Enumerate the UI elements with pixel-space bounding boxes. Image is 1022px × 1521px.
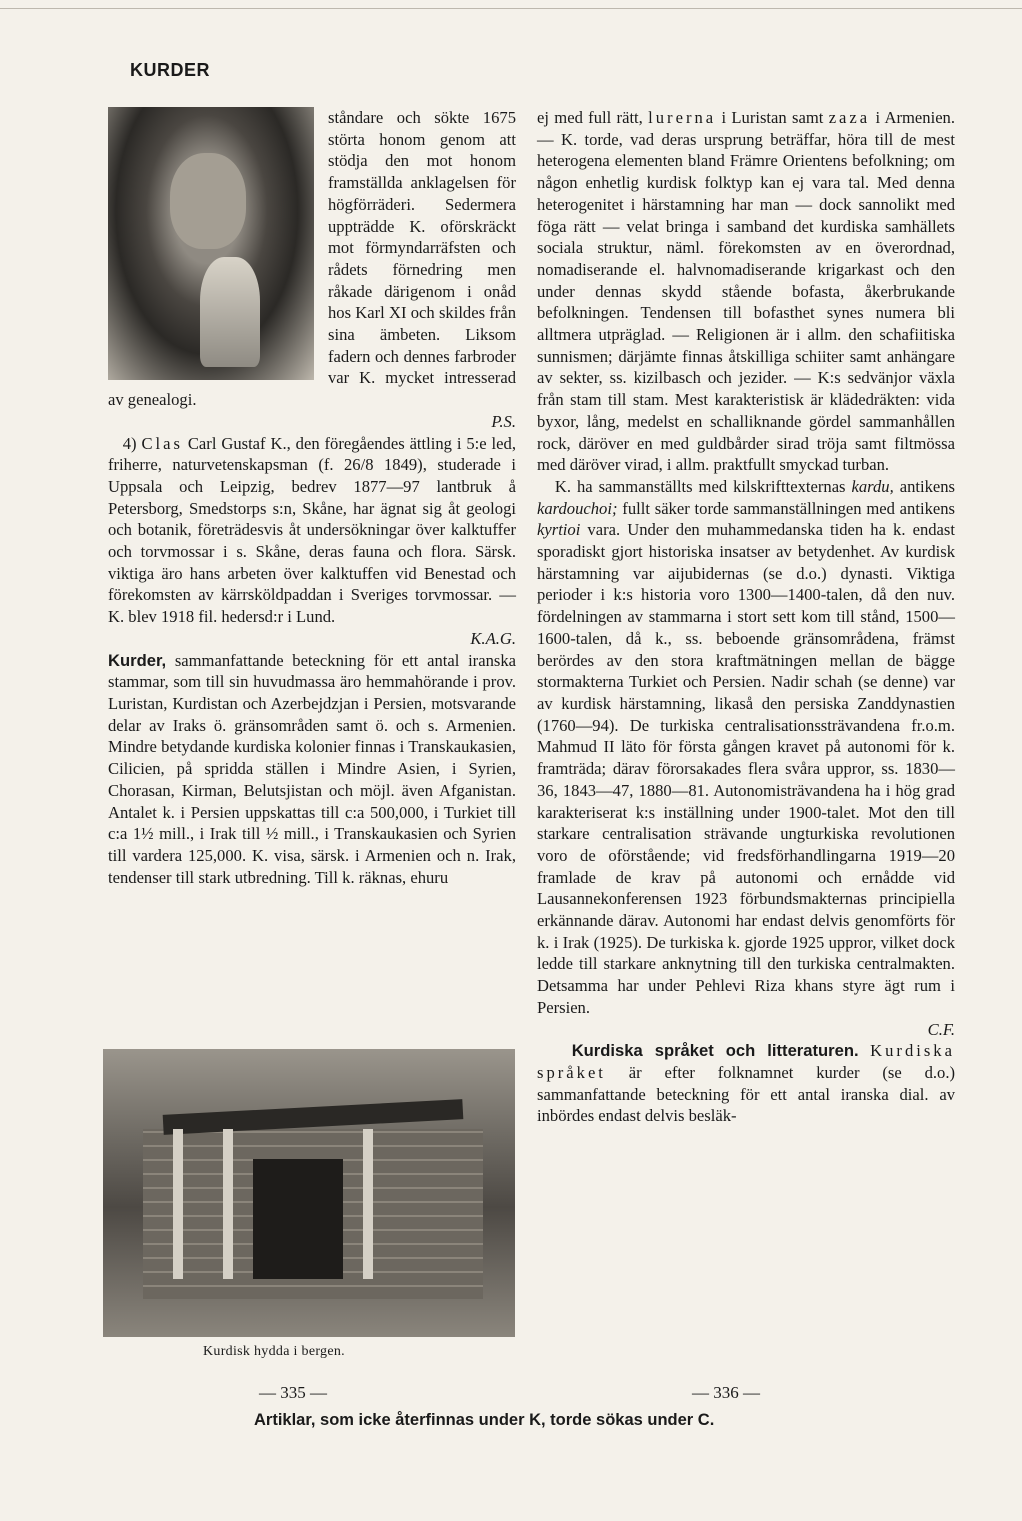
photo-door bbox=[253, 1159, 343, 1279]
entry-number: 4) bbox=[122, 433, 137, 453]
paragraph-text: i Luristan samt bbox=[721, 108, 824, 127]
top-rule bbox=[0, 8, 1022, 9]
spaced-term: lurerna bbox=[648, 108, 717, 127]
paragraph-text: ej med full rätt, bbox=[537, 108, 643, 127]
italic-term: kardouchoi; bbox=[537, 498, 618, 518]
article-paragraph bbox=[108, 650, 516, 889]
left-column bbox=[108, 107, 516, 888]
article-paragraph bbox=[537, 1040, 955, 1127]
portrait-collar bbox=[200, 257, 260, 367]
paragraph-text: fullt säker torde sammanställningen med antikens bbox=[622, 498, 955, 518]
paragraph-text: sammanfattande beteckning för ett antal iranska stammar, som till sin huvudmassa äro hemmahörande i prov. Luristan, Kurdistan och Azerbejdzjan i Persien, motsvarande delar av Iraks ö. gränsområden samt ö. och s. Armenien. Mindre betydande kurdiska kolonier finnas i Transkaukasien, Cilicien, på spridda ställen i Mindre Asien, i Syrien, Chorasan, Kirman, Belutsjistan och möjl. även Afganistan. Antalet k. i Persien uppskattas till c:a 500,000, i Turkiet till c:a 1½ mill., i Irak till ½ mill., i Transkaukasien och Syrien till vardera 125,000. K. visa, särsk. i Armenien och n. Irak, tendenser till stark utbredning. Till k. räknas, ehuru bbox=[108, 650, 516, 887]
paragraph-text: är efter folknamnet kurder (se d.o.) sammanfattande beteckning för ett antal iranska dial. av inbördes endast delvis besläk- bbox=[537, 1062, 955, 1126]
article-paragraph bbox=[537, 476, 955, 1019]
section-title: Kurdiska språket och litteraturen. bbox=[571, 1041, 859, 1061]
italic-term: kardu, bbox=[851, 476, 894, 496]
spaced-term: zaza bbox=[828, 108, 871, 127]
photo-post bbox=[223, 1129, 233, 1279]
paragraph-text: antikens bbox=[899, 476, 956, 496]
page-number-right: — 336 — bbox=[692, 1383, 760, 1402]
author-signature: K.A.G. bbox=[470, 628, 516, 648]
entry-term: Kurder, bbox=[108, 650, 167, 670]
paragraph-text: Carl Gustaf K., den föregåendes ättling i 5:e led, friherre, naturvetenskapsman (f. 26/8 1849), studerade i Uppsala och Leipzig, bedrev 1877—97 lantbruk å Petersborg, Smedstorps s:n, Skåne, har ägnat sig åt geologi och botanik, företrädesvis åt undersökningar över kalktuffer och torvmossar i s. Skåne, deras fauna och flora. Särsk. viktiga äro hans arbeten över kalktuffen vid Benestad och förekomsten av kärrsköldpaddan i Sveriges torvmossar. — K. blev 1918 fil. hedersd:r i Lund. bbox=[108, 433, 516, 627]
photo-post bbox=[363, 1129, 373, 1279]
photo-post bbox=[173, 1129, 183, 1279]
page-header: KURDER bbox=[130, 60, 211, 80]
entry-name: Clas bbox=[141, 433, 183, 453]
italic-term: kyrtioi bbox=[537, 520, 581, 540]
paragraph-text: i Armenien. — K. torde, vad deras ursprung beträffar, höra till de mest heterogena elementen bland Främre Orientens befolkning; om någon enhetlig kurdisk folktyp kan ej vara tal. Med denna heterogenitet i härstamning har man — dock sannolikt med föga rätt — velat bringa i samband det kurdiska samhällets sociala struktur, näml. förekomsten av en överordnad, nomadiserande el. halvnomadiserande krigarkast och den under dennas skydd stående bofasta, åkerbrukande befolkningen. Tendensen till bofasthet synes numera bli alltmera utpräglad. — Religionen är i allm. den schafiitiska sunnismen; därjämte finnas åtskilliga schiiter samt anhängare av sekter, ss. kizilbasch och jezider. — K:s sedvänjor växla från stam till stam. Mest karakteristisk är klädedräkten: vida byxor, lång, medelst en schalliknande gördel sammanhållen rock, däröver en med guldbårder sirad tröja samt filtmössa med däröver virad, i allm. praktfullt smyckad turban. bbox=[537, 108, 955, 475]
portrait-face bbox=[170, 153, 246, 249]
spaced-term: språket bbox=[537, 1062, 606, 1082]
right-column bbox=[537, 107, 955, 1127]
article-paragraph bbox=[537, 107, 955, 476]
portrait-image bbox=[108, 107, 314, 380]
photo-caption: Kurdisk hydda i bergen. bbox=[203, 1344, 345, 1359]
spaced-term: Kurdiska bbox=[870, 1041, 955, 1061]
paragraph-text: K. ha sammanställts med kilskrifttexternas bbox=[554, 476, 846, 496]
paragraph-text: ståndare och sökte 1675 störta honom genom att stödja den mot honom framställda anklagelsen för högförräderi. Sedermera uppträdde K. oförskräckt mot förmyndarräfsten och rådets förnedring men råkade därigenom i onåd hos Karl XI och skildes från sina ämbeten. Liksom fadern och dennes farbroder var K. mycket intresserad av genealogi. bbox=[108, 108, 516, 410]
hut-photo bbox=[103, 1049, 515, 1337]
page-number-left: — 335 — bbox=[259, 1383, 327, 1402]
article-paragraph bbox=[108, 433, 516, 628]
paragraph-text: vara. Under den muhammedanska tiden ha k. endast sporadiskt gjort historiska insatser av betydenhet. Av kurdisk härstamning var aijubidernas (se d.o.) dynasti. Viktiga perioder i k:s historia voro 1300—1400-talen, då den nuv. fördelningen av stammarna i stort sett kom till stånd, 1500—1600-talen, då k., ss. beboende gränsområdena, främst berördes av den stora kraftmätningen mellan de bägge stormakterna Turkiet och Persien. Nadir schah (se denne) var av kurdisk härstamning, likaså den persiska Zanddynastien (1760—94). De turkiska centralisationssträvandena fr.o.m. Mahmud II läto för första gången kravet på autonomi för k. framträda; därav förorsakades flera svåra uppror, ss. 1830—36, 1843—47, 1880—81. Autonomisträvandena ha i hög grad karakteriserat k:s inställning under 1900-talet. Mot den till starkare centralisation strävande ungturkiska revolutionen voro de oförstående; vid fredsförhandlingarna 1919—20 framlade de krav på autonomi och ernådde vid Lausannekonferensen 1923 förbundsmakternas principiella erkännande därav. Autonomi har endast delvis genomförts för k. i Irak (1925). De turkiska k. gjorde 1925 uppror, vilket dock ledde till starkare anknytning till den turkiska centralmakten. Detsamma har under Pehlevi Riza khans styre ägt rum i Persien. bbox=[537, 520, 955, 1017]
footer-note: Artiklar, som icke återfinnas under K, torde sökas under C. bbox=[254, 1411, 715, 1429]
author-signature: P.S. bbox=[491, 411, 516, 431]
author-signature: C.F. bbox=[927, 1019, 955, 1039]
